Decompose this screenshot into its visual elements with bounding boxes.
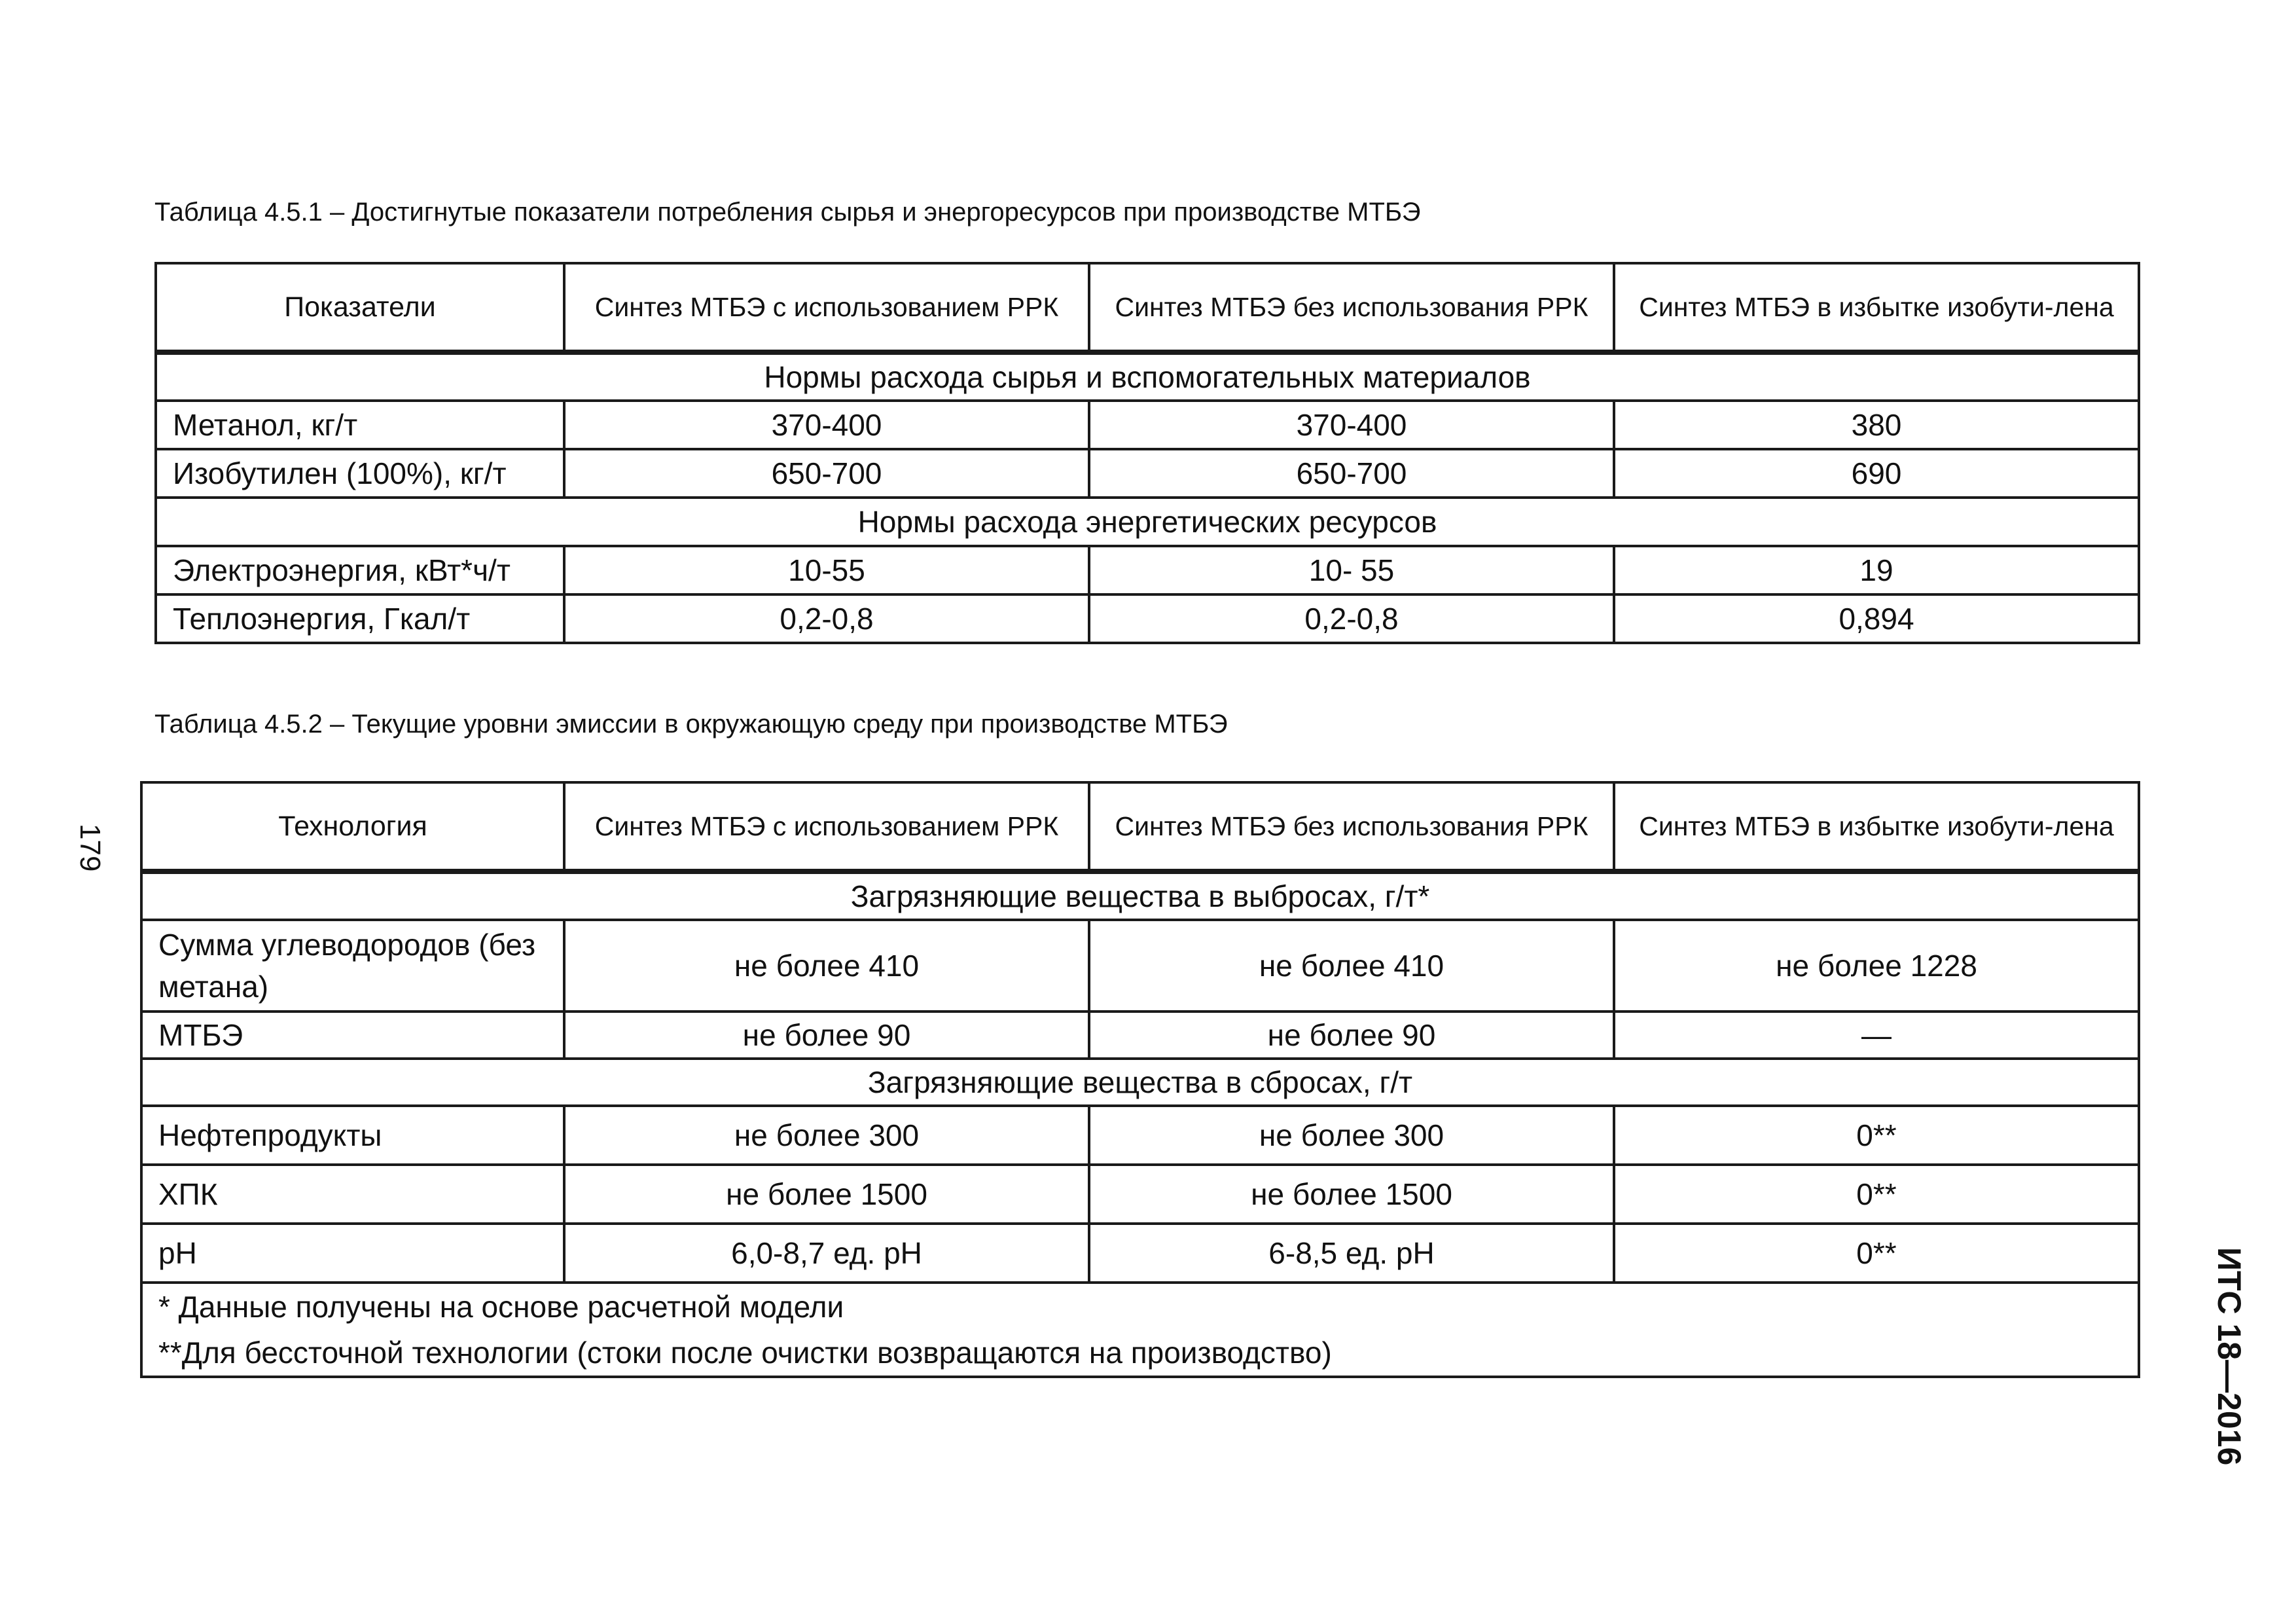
table-cell: 10-55 bbox=[564, 546, 1089, 594]
row-label: Изобутилен (100%), кг/т bbox=[156, 449, 564, 498]
table-cell: не более 90 bbox=[564, 1012, 1089, 1059]
document-code: ИТС 18—2016 bbox=[2211, 1247, 2248, 1466]
footnote: **Для бессточной технологии (стоки после очистки возвращаются на производство) bbox=[158, 1336, 1332, 1370]
table-notes bbox=[141, 1283, 2139, 1377]
table-row bbox=[141, 1165, 2139, 1224]
row-label: Сумма углеводородов (без метана) bbox=[141, 920, 564, 1012]
row-label: Нефтепродукты bbox=[141, 1106, 564, 1165]
header-cell: Синтез МТБЭ с использованием РРК bbox=[564, 263, 1089, 352]
table-row bbox=[156, 546, 2139, 594]
table-cell: 370-400 bbox=[1089, 401, 1614, 449]
table-row bbox=[156, 594, 2139, 643]
header-cell: Синтез МТБЭ без использования РРК bbox=[1089, 782, 1614, 871]
header-cell: Синтез МТБЭ без использования РРК bbox=[1089, 263, 1614, 352]
table-cell: 650-700 bbox=[1089, 449, 1614, 498]
table-cell: не более 90 bbox=[1089, 1012, 1614, 1059]
table-cell: 0** bbox=[1614, 1224, 2139, 1283]
table-cell: не более 1500 bbox=[1089, 1165, 1614, 1224]
table-cell: — bbox=[1614, 1012, 2139, 1059]
table-cell: 380 bbox=[1614, 401, 2139, 449]
table-cell: 6,0-8,7 ед. рН bbox=[564, 1224, 1089, 1283]
header-cell: Синтез МТБЭ в избытке изобути-лена bbox=[1614, 263, 2139, 352]
table-row bbox=[141, 920, 2139, 1012]
table-cell: не более 410 bbox=[564, 920, 1089, 1012]
table-cell: не более 300 bbox=[1089, 1106, 1614, 1165]
table-row bbox=[141, 1106, 2139, 1165]
table-cell: 0,2-0,8 bbox=[564, 594, 1089, 643]
section-row: Загрязняющие вещества в выбросах, г/т* bbox=[141, 871, 2139, 920]
row-label: рН bbox=[141, 1224, 564, 1283]
table-cell: 370-400 bbox=[564, 401, 1089, 449]
table-cell: не более 1500 bbox=[564, 1165, 1089, 1224]
header-cell: Синтез МТБЭ с использованием РРК bbox=[564, 782, 1089, 871]
table-cell: не более 410 bbox=[1089, 920, 1614, 1012]
row-label: МТБЭ bbox=[141, 1012, 564, 1059]
table-cell: 0** bbox=[1614, 1165, 2139, 1224]
table-cell: не более 1228 bbox=[1614, 920, 2139, 1012]
table2-caption: Таблица 4.5.2 – Текущие уровни эмиссии в окружающую среду при производстве МТБЭ bbox=[154, 710, 1228, 739]
consumption-table bbox=[154, 262, 2140, 644]
section-row: Нормы расхода сырья и вспомогательных материалов bbox=[156, 352, 2139, 401]
header-cell: Показатели bbox=[156, 263, 564, 352]
header-cell: Технология bbox=[141, 782, 564, 871]
section-row: Загрязняющие вещества в сбросах, г/т bbox=[141, 1059, 2139, 1106]
table-cell: 6-8,5 ед. рН bbox=[1089, 1224, 1614, 1283]
footnote: * Данные получены на основе расчетной модели bbox=[158, 1290, 844, 1324]
table-cell: 0,2-0,8 bbox=[1089, 594, 1614, 643]
row-label: Метанол, кг/т bbox=[156, 401, 564, 449]
table-cell: 19 bbox=[1614, 546, 2139, 594]
table-cell: 10- 55 bbox=[1089, 546, 1614, 594]
page-number: 179 bbox=[74, 824, 106, 872]
table-cell: 650-700 bbox=[564, 449, 1089, 498]
table-row bbox=[141, 1224, 2139, 1283]
table1-caption: Таблица 4.5.1 – Достигнутые показатели потребления сырья и энергоресурсов при производстве МТБЭ bbox=[154, 198, 1421, 227]
table-cell: 0,894 bbox=[1614, 594, 2139, 643]
row-label: ХПК bbox=[141, 1165, 564, 1224]
section-row: Нормы расхода энергетических ресурсов bbox=[156, 498, 2139, 546]
header-cell: Синтез МТБЭ в избытке изобути-лена bbox=[1614, 782, 2139, 871]
row-label: Электроэнергия, кВт*ч/т bbox=[156, 546, 564, 594]
table-row bbox=[141, 1012, 2139, 1059]
row-label: Теплоэнергия, Гкал/т bbox=[156, 594, 564, 643]
table-row bbox=[156, 449, 2139, 498]
table-row bbox=[156, 401, 2139, 449]
table-cell: не более 300 bbox=[564, 1106, 1089, 1165]
table-cell: 0** bbox=[1614, 1106, 2139, 1165]
emissions-table bbox=[140, 781, 2140, 1378]
table-cell: 690 bbox=[1614, 449, 2139, 498]
